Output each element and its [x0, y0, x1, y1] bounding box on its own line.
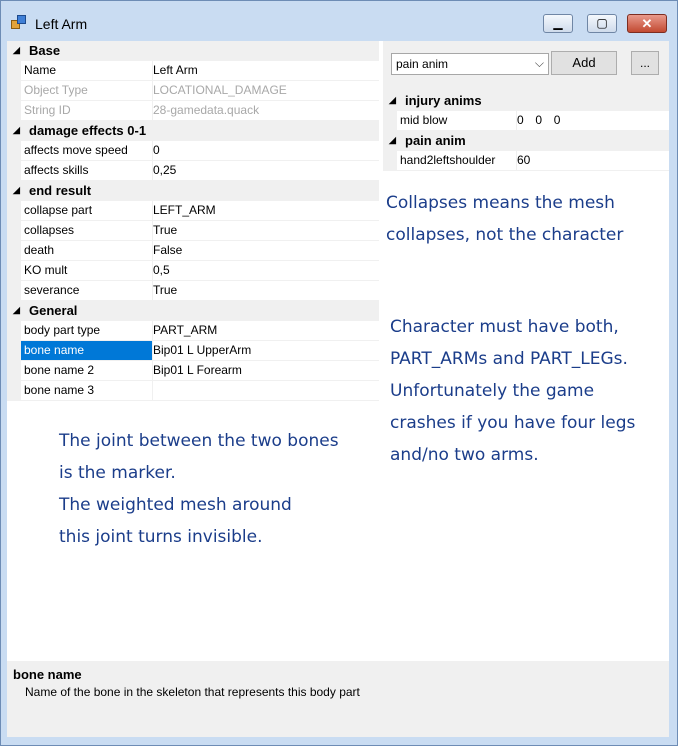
app-icon	[11, 15, 25, 29]
category-end-result[interactable]	[7, 181, 379, 201]
collapse-arrow-icon[interactable]: ◢	[13, 45, 20, 55]
collapse-arrow-icon[interactable]: ◢	[13, 305, 20, 315]
maximize-button[interactable]	[587, 14, 617, 33]
property-row[interactable]	[7, 161, 379, 181]
minimize-icon: ▁	[553, 16, 563, 30]
close-icon: ✕	[641, 16, 653, 31]
property-value[interactable]: True	[150, 281, 379, 301]
property-value[interactable]: False	[150, 241, 379, 261]
property-name: String ID	[21, 101, 153, 121]
property-value[interactable]: 0,25	[150, 161, 379, 181]
property-value: 28-gamedata.quack	[150, 101, 379, 121]
category-general[interactable]	[7, 301, 379, 321]
property-name: KO mult	[21, 261, 153, 281]
property-row-selected[interactable]	[7, 341, 379, 361]
property-value[interactable]: Left Arm	[150, 61, 379, 81]
property-value[interactable]: LEFT_ARM	[150, 201, 379, 221]
toolbar	[383, 41, 669, 91]
property-value[interactable]	[514, 151, 669, 171]
property-name: bone name	[21, 341, 153, 361]
maximize-icon: ▢	[596, 16, 608, 30]
property-row[interactable]	[7, 321, 379, 341]
property-row[interactable]	[7, 221, 379, 241]
value-part: 0	[553, 113, 561, 127]
property-row[interactable]	[7, 281, 379, 301]
property-name: collapses	[21, 221, 153, 241]
annotation-left: The joint between the two bones is the marker. The weighted mesh around this joint turns invisible.	[59, 431, 339, 547]
chevron-down-icon[interactable]: ⌵	[534, 56, 544, 70]
property-value[interactable]: 0,5	[150, 261, 379, 281]
property-name: affects move speed	[21, 141, 153, 161]
property-name: bone name 3	[21, 381, 153, 401]
minimize-button[interactable]	[543, 14, 573, 33]
property-name: death	[21, 241, 153, 261]
property-value[interactable]: Bip01 L UpperArm	[150, 341, 379, 361]
anim-type-select[interactable]	[391, 53, 549, 75]
property-value[interactable]: Bip01 L Forearm	[150, 361, 379, 381]
collapse-arrow-icon[interactable]: ◢	[13, 125, 20, 135]
property-row[interactable]	[7, 101, 379, 121]
category-label: injury anims	[405, 93, 482, 108]
value-part: 60	[517, 153, 531, 167]
property-name: affects skills	[21, 161, 153, 181]
property-row[interactable]	[7, 201, 379, 221]
collapse-arrow-icon[interactable]: ◢	[13, 185, 20, 195]
category-damage-effects[interactable]	[7, 121, 379, 141]
description-pane	[7, 661, 669, 737]
property-row[interactable]	[383, 151, 669, 171]
category-label: damage effects 0-1	[29, 123, 147, 138]
category-label: pain anim	[405, 133, 466, 148]
title-bar[interactable]	[1, 1, 677, 41]
property-row[interactable]	[7, 141, 379, 161]
annotation-right-top: Collapses means the mesh collapses, not the character	[386, 193, 624, 245]
property-name: Object Type	[21, 81, 153, 101]
property-name: hand2leftshoulder	[397, 151, 517, 171]
property-name: bone name 2	[21, 361, 153, 381]
value-part: 0	[535, 113, 543, 127]
property-name: collapse part	[21, 201, 153, 221]
property-name: severance	[21, 281, 153, 301]
description-title: bone name	[13, 667, 82, 682]
property-row[interactable]	[7, 381, 379, 401]
value-part: 0	[517, 113, 524, 127]
annotation-right-bottom: Character must have both, PART_ARMs and PART_LEGs. Unfortunately the game crashes if you have four legs and/no two arms.	[390, 317, 636, 465]
property-name: Name	[21, 61, 153, 81]
category-label: General	[29, 303, 78, 318]
add-button[interactable]: Add	[551, 51, 617, 75]
category-base[interactable]	[7, 41, 379, 61]
property-value[interactable]: PART_ARM	[150, 321, 379, 341]
property-value[interactable]: 0	[150, 141, 379, 161]
property-value[interactable]	[514, 111, 669, 131]
property-row[interactable]	[7, 81, 379, 101]
select-value: pain anim	[396, 57, 449, 71]
window-title: Left Arm	[35, 16, 88, 32]
description-text: Name of the bone in the skeleton that represents this body part	[25, 685, 360, 699]
property-row[interactable]	[7, 261, 379, 281]
client-area	[7, 41, 669, 737]
property-value: LOCATIONAL_DAMAGE	[150, 81, 379, 101]
category-pain-anim[interactable]	[383, 131, 669, 151]
property-grid	[7, 41, 379, 661]
property-row[interactable]	[7, 61, 379, 81]
property-value[interactable]: True	[150, 221, 379, 241]
property-row[interactable]	[383, 111, 669, 131]
category-label: Base	[29, 43, 61, 58]
collapse-arrow-icon[interactable]: ◢	[389, 95, 396, 105]
property-name: body part type	[21, 321, 153, 341]
property-value[interactable]	[150, 381, 379, 401]
category-injury-anims[interactable]	[383, 91, 669, 111]
close-button[interactable]	[627, 14, 667, 33]
more-button[interactable]: ...	[631, 51, 659, 75]
property-row[interactable]	[7, 361, 379, 381]
category-label: end result	[29, 183, 92, 198]
property-row[interactable]	[7, 241, 379, 261]
property-name: mid blow	[397, 111, 517, 131]
collapse-arrow-icon[interactable]: ◢	[389, 135, 396, 145]
